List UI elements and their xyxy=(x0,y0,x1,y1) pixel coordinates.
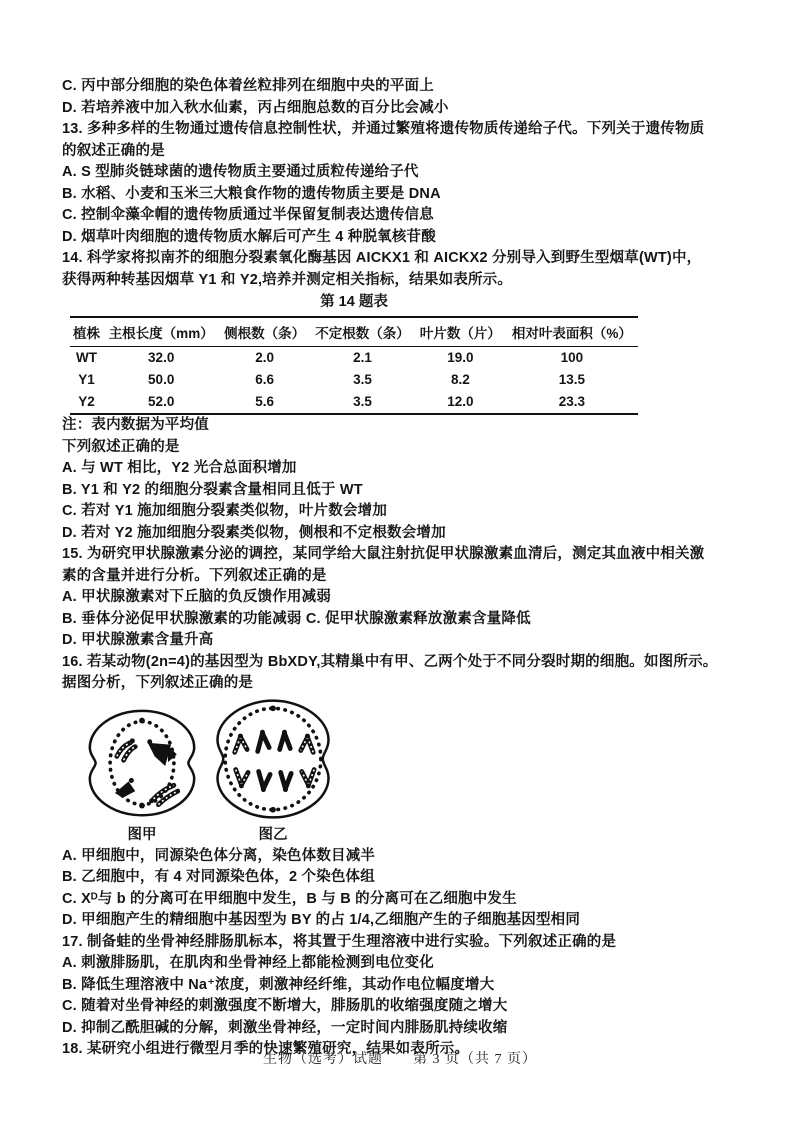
q14-data-table xyxy=(70,316,638,415)
q14-option-a: A. 与 WT 相比，Y2 光合总面积增加 xyxy=(62,460,297,476)
chromosomes-bottom-row xyxy=(236,769,314,792)
chromosome-solid-top-right xyxy=(147,739,177,766)
q16-option-d: D. 甲细胞产生的精细胞中基因型为 BY 的占 1/4,乙细胞产生的子细胞基因型相同 xyxy=(62,912,581,928)
q14-table-block xyxy=(70,292,638,415)
q16-option-c: C. Xᴰ与 b 的分离可在甲细胞中发生，B 与 B 的分离可在乙细胞中发生 xyxy=(62,890,517,907)
page-content xyxy=(62,76,740,1061)
cell: 5.6 xyxy=(255,394,275,409)
q13-stem-line1: 13. 多种多样的生物通过遗传信息控制性状，并通过繁殖将遗传物质传递给子代。下列关于遗传物质 xyxy=(62,121,705,137)
cell: 2.0 xyxy=(255,350,275,365)
cell: 13.5 xyxy=(558,372,585,387)
table-row xyxy=(70,347,638,370)
q16-stem-line1: 16. 若某动物(2n=4)的基因型为 BbXDY,其精巢中有甲、乙两个处于不同分裂时期的细胞。如图所示。 xyxy=(62,653,718,670)
cell: 19.0 xyxy=(447,350,474,365)
chromosome-hatched-bottom-right xyxy=(149,785,178,804)
cell: WT xyxy=(76,350,98,365)
q16-stem-line2: 据图分析，下列叙述正确的是 xyxy=(62,675,254,691)
cell-diagram-yi xyxy=(206,693,340,844)
q14-option-d: D. 若对 Y2 施加细胞分裂素类似物，侧根和不定根数会增加 xyxy=(62,524,446,541)
chromosomes-top-row xyxy=(235,729,313,752)
cell: 3.5 xyxy=(353,394,372,409)
cell: 52.0 xyxy=(148,394,175,409)
q17-option-c: C. 随着对坐骨神经的刺激强度不断增大，腓肠肌的收缩强度随之增大 xyxy=(62,998,508,1014)
fig-label-jia: 图甲 xyxy=(127,826,157,843)
q13-option-a: A. S 型肺炎链球菌的遗传物质主要通过质粒传递给子代 xyxy=(62,164,419,180)
cell: Y2 xyxy=(78,394,95,409)
cell: 3.5 xyxy=(353,372,372,387)
cell: Y1 xyxy=(78,372,95,387)
table-row xyxy=(70,391,638,414)
col-header-leaf-area: 相对叶表面积（%） xyxy=(506,317,638,347)
col-header-adventitious-roots: 不定根数（条） xyxy=(310,317,415,347)
q14-table-title: 第 14 题表 xyxy=(320,294,388,310)
col-header-leaf-count: 叶片数（片） xyxy=(415,317,506,347)
q14-option-b: B. Y1 和 Y2 的细胞分裂素含量相同且低于 WT xyxy=(62,481,363,498)
table-header-row xyxy=(70,317,638,347)
cell-diagram-jia xyxy=(84,703,200,844)
q18-stem: 18. 某研究小组进行微型月季的快速繁殖研究，结果如表所示。 xyxy=(62,1041,470,1057)
q16-cell-diagrams xyxy=(84,698,740,844)
q17-option-a: A. 刺激腓肠肌，在肌肉和坐骨神经上都能检测到电位变化 xyxy=(62,955,434,971)
cell: 8.2 xyxy=(450,372,470,387)
col-header-lateral-roots: 侧根数（条） xyxy=(219,317,310,347)
q12-option-d: D. 若培养液中加入秋水仙素，丙占细胞总数的百分比会减小 xyxy=(62,99,449,116)
cell: 32.0 xyxy=(148,350,175,365)
q13-option-d: D. 烟草叶肉细胞的遗传物质水解后可产生 4 种脱氧核苷酸 xyxy=(62,228,436,245)
q13-option-c: C. 控制伞藻伞帽的遗传物质通过半保留复制表达遗传信息 xyxy=(62,207,434,223)
cell: 6.6 xyxy=(255,372,275,387)
meiosis-cell-jia-drawing xyxy=(84,703,200,827)
q15-option-bc: B. 垂体分泌促甲状腺激素的功能减弱 C. 促甲状腺激素释放激素含量降低 xyxy=(62,610,531,627)
q17-option-b: B. 降低生理溶液中 Na⁺浓度，刺激神经纤维，其动作电位幅度增大 xyxy=(62,976,495,993)
q15-stem-line2: 素的含量并进行分析。下列叙述正确的是 xyxy=(62,567,327,584)
cell: 50.0 xyxy=(148,372,175,387)
fig-label-yi: 图乙 xyxy=(258,826,288,843)
q17-option-d: D. 抑制乙酰胆碱的分解，刺激坐骨神经，一定时间内腓肠肌持续收缩 xyxy=(62,1019,508,1036)
q13-stem-line2: 的叙述正确的是 xyxy=(62,142,165,159)
cell: 100 xyxy=(560,350,584,365)
col-header-main-root: 主根长度（mm） xyxy=(103,317,219,347)
cell: 12.0 xyxy=(447,394,474,409)
q16-option-b: B. 乙细胞中，有 4 对同源染色体，2 个染色体组 xyxy=(62,869,375,885)
q14-option-c: C. 若对 Y1 施加细胞分裂素类似物，叶片数会增加 xyxy=(62,503,388,519)
q14-prompt: 下列叙述正确的是 xyxy=(62,438,180,455)
table-row xyxy=(70,369,638,391)
chromosome-solid-bottom-left xyxy=(115,777,135,797)
q15-option-d: D. 甲状腺激素含量升高 xyxy=(62,632,214,648)
mitosis-cell-yi-drawing xyxy=(206,693,340,827)
q12-option-c: C. 丙中部分细胞的染色体着丝粒排列在细胞中央的平面上 xyxy=(62,78,434,94)
q15-option-a: A. 甲状腺激素对下丘脑的负反馈作用减弱 xyxy=(62,589,332,605)
q13-option-b: B. 水稻、小麦和玉米三大粮食作物的遗传物质主要是 DNA xyxy=(62,185,441,202)
q17-stem: 17. 制备蛙的坐骨神经腓肠肌标本，将其置于生理溶液中进行实验。下列叙述正确的是 xyxy=(62,933,617,950)
q14-stem-line2: 获得两种转基因烟草 Y1 和 Y2,培养并测定相关指标，结果如表所示。 xyxy=(62,271,513,288)
chromosome-hatched-top-left xyxy=(117,738,135,760)
col-header-plant: 植株 xyxy=(70,317,103,347)
page-footer: 生物（选考）试题 第 3 页（共 7 页） xyxy=(263,1052,537,1067)
q14-table-note: 注：表内数据为平均值 xyxy=(62,417,209,433)
cell: 23.3 xyxy=(558,394,585,409)
q15-stem-line1: 15. 为研究甲状腺激素分泌的调控，某同学给大鼠注射抗促甲状腺激素血清后，测定其血液中相关激 xyxy=(62,546,705,562)
cell: 2.1 xyxy=(353,350,372,365)
q14-stem-line1: 14. 科学家将拟南芥的细胞分裂素氧化酶基因 AICKX1 和 AICKX2 分别导入到野生型烟草(WT)中， xyxy=(62,250,702,266)
q16-option-a: A. 甲细胞中，同源染色体分离，染色体数目减半 xyxy=(62,847,376,864)
